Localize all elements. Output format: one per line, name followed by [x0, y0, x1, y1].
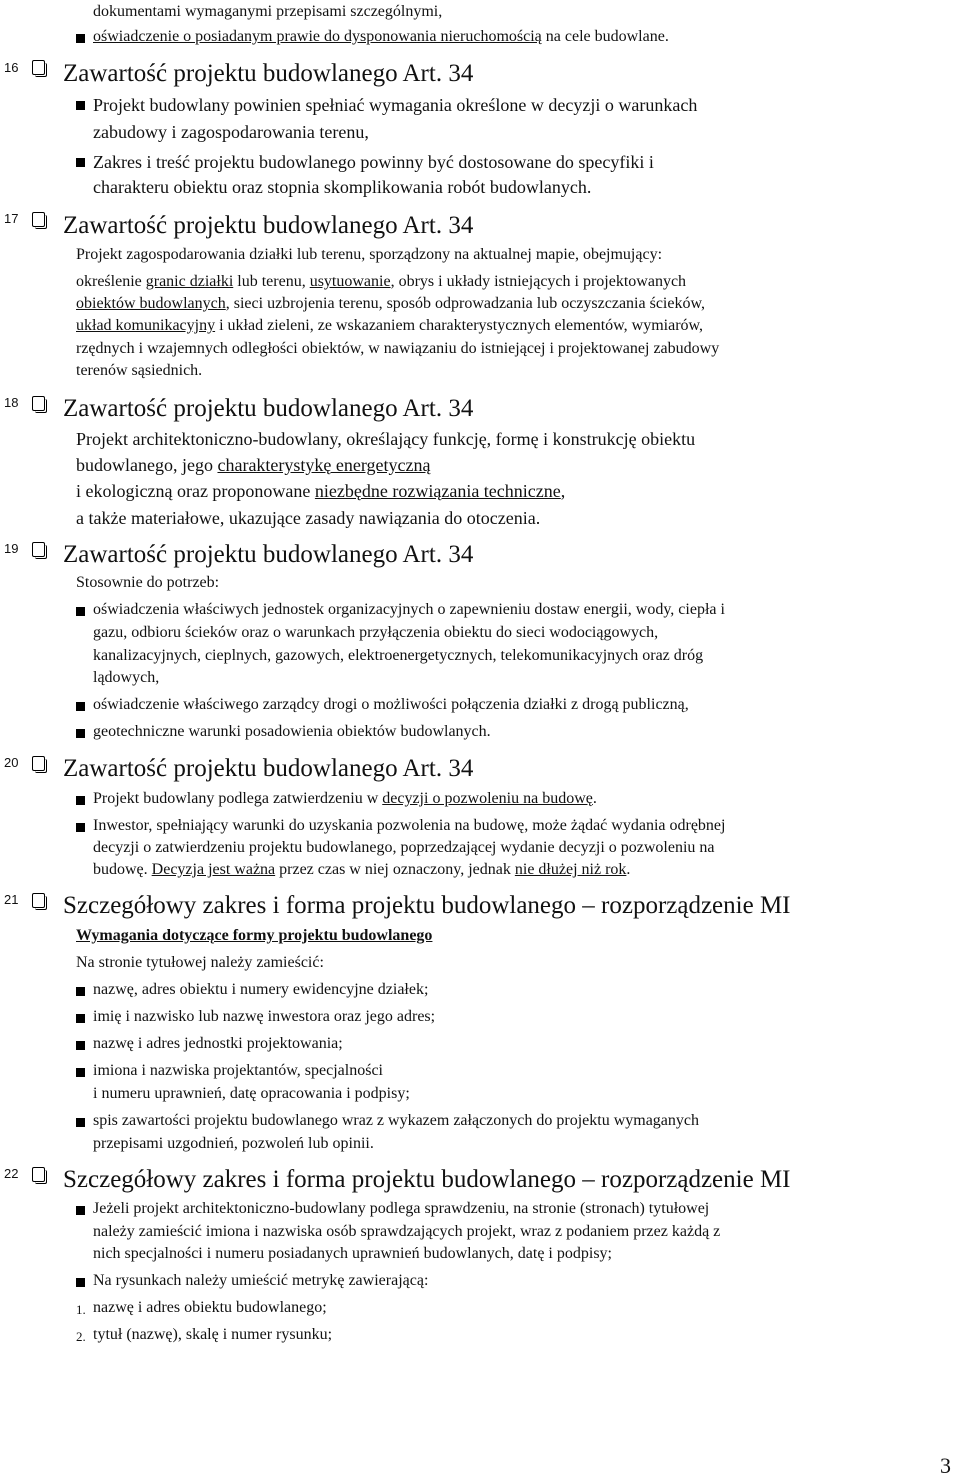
- s17-l3-rest: i układ zieleni, ze wskazaniem charakterystycznych elementów, wymiarów,: [215, 317, 704, 334]
- bullet-icon: [76, 1014, 85, 1023]
- s21-b4-l1: imiona i nazwiska projektantów, specjalności: [93, 1062, 383, 1079]
- s20-b2-l3-b: przez czas w niej oznaczony, jednak: [275, 861, 515, 878]
- s16-b1-l2: zabudowy i zagospodarowania terenu,: [93, 122, 369, 142]
- s20-b1: [93, 791, 597, 807]
- slide-number-20: 20: [4, 755, 19, 770]
- s17-l1-u1: granic działki: [145, 273, 234, 290]
- s21-b3: nazwę i adres jednostki projektowania;: [93, 1035, 343, 1052]
- section-16-title: Zawartość projektu budowlanego Art. 34: [63, 60, 474, 87]
- s21-b1: nazwę, adres obiektu i numery ewidencyjne działek;: [93, 981, 429, 998]
- top-b2-rest: na cele budowlane.: [541, 28, 669, 45]
- s18-l3-b: ,: [560, 481, 566, 501]
- bullet-icon: [76, 34, 85, 43]
- bullet-icon: [76, 729, 85, 738]
- s17-l2-rest: , sieci uzbrojenia terenu, sposób odprowadzania lub oczyszczania ścieków,: [225, 295, 705, 312]
- s18-l3-u: niezbędne rozwiązania techniczne: [314, 481, 561, 501]
- s18-l1: Projekt architektoniczno-budowlany, określający funkcję, formę i konstrukcję obiektu: [76, 429, 696, 449]
- s19-b2: oświadczenie właściwego zarządcy drogi o możliwości połączenia działki z drogą publiczną,: [93, 696, 689, 713]
- s22-b1-l1: Jeżeli projekt architektoniczno-budowlany podlega sprawdzeniu, na stronie (stronach) tytułowej: [93, 1200, 710, 1217]
- s19-b1-l4: lądowych,: [93, 669, 160, 686]
- checkbox-icon: [35, 1170, 47, 1184]
- bullet-icon: [76, 607, 85, 616]
- s18-l4: a także materiałowe, ukazujące zasady nawiązania do otoczenia.: [76, 508, 541, 528]
- slide-number-17: 17: [4, 211, 19, 226]
- s22-ol-num-2: 2.: [76, 1329, 86, 1344]
- s22-b2: Na rysunkach należy umieścić metrykę zawierającą:: [93, 1272, 429, 1289]
- slide-number-21: 21: [4, 892, 19, 907]
- s17-l3: [76, 318, 703, 334]
- slide-number-19: 19: [4, 541, 19, 556]
- section-19-title: Zawartość projektu budowlanego Art. 34: [63, 541, 474, 568]
- s20-b2-l3-u2: nie dłużej niż rok: [514, 861, 627, 878]
- s22-ol-item-2: tytuł (nazwę), skalę i numer rysunku;: [93, 1326, 333, 1343]
- s19-b3: geotechniczne warunki posadowienia obiektów budowlanych.: [93, 723, 491, 740]
- top-bullet-2: [93, 29, 669, 45]
- s18-l3: [76, 482, 565, 500]
- bullet-icon: [76, 101, 85, 110]
- bullet-icon: [76, 1278, 85, 1287]
- s20-b2-l2: decyzji o zatwierdzeniu projektu budowlanego, poprzedzającej wydanie decyzji o pozwoleniu na: [93, 839, 715, 856]
- section-22-title: Szczegółowy zakres i forma projektu budowlanego – rozporządzenie MI: [63, 1166, 791, 1193]
- checkbox-icon: [35, 545, 47, 559]
- section-18-title: Zawartość projektu budowlanego Art. 34: [63, 395, 474, 422]
- bullet-icon: [76, 1118, 85, 1127]
- s19-b1-l3: kanalizacyjnych, cieplnych, gazowych, elektroenergetycznych, telekomunikacyjnych oraz dróg: [93, 647, 704, 664]
- s17-l2-u: obiektów budowlanych: [76, 295, 226, 312]
- s17-l1: [76, 274, 686, 290]
- s17-l3-u: układ komunikacyjny: [76, 317, 216, 334]
- s21-b2: imię i nazwisko lub nazwę inwestora oraz jego adres;: [93, 1008, 436, 1025]
- top-b2-underlined: oświadczenie o posiadanym prawie do dysponowania nieruchomością: [93, 28, 542, 45]
- s20-b2-l3-c: .: [626, 861, 631, 878]
- section-20-title: Zawartość projektu budowlanego Art. 34: [63, 755, 474, 782]
- s20-b2-l3-a: budowę.: [93, 861, 152, 878]
- s20-b1-b: .: [592, 790, 597, 807]
- slide-number-18: 18: [4, 395, 19, 410]
- s19-b1-l1: oświadczenia właściwych jednostek organizacyjnych o zapewnieniu dostaw energii, wody, ciepła i: [93, 601, 725, 618]
- s21-b5-l1: spis zawartości projektu budowlanego wraz z wykazem załączonych do projektu wymaganych: [93, 1112, 699, 1129]
- section-17-title: Zawartość projektu budowlanego Art. 34: [63, 212, 474, 239]
- s21-b5-l2: przepisami uzgodnień, pozwoleń lub opinii.: [93, 1135, 374, 1152]
- bullet-icon: [76, 823, 85, 832]
- s22-ol-item-1: nazwę i adres obiektu budowlanego;: [93, 1299, 327, 1316]
- s18-l2: [76, 456, 431, 474]
- s16-b2-l2: charakteru obiektu oraz stopnia skomplikowania robót budowlanych.: [93, 177, 592, 197]
- s17-l1-u2: usytuowanie: [309, 273, 391, 290]
- s21-b4-l2: i numeru uprawnień, datę opracowania i podpisy;: [93, 1085, 410, 1102]
- s17-l4: rzędnych i wzajemnych odległości obiektów, w nawiązaniu do istniejącej i projektowanej zabudowy: [76, 340, 720, 357]
- s17-l1-a: określenie: [76, 273, 146, 290]
- s17-l1-b: lub terenu,: [233, 273, 310, 290]
- bullet-icon: [76, 987, 85, 996]
- s20-b1-a: Projekt budowlany podlega zatwierdzeniu w: [93, 790, 383, 807]
- checkbox-icon: [35, 63, 47, 77]
- checkbox-icon: [35, 759, 47, 773]
- checkbox-icon: [35, 215, 47, 229]
- checkbox-icon: [35, 896, 47, 910]
- s19-intro: Stosownie do potrzeb:: [76, 574, 220, 591]
- s21-subhead: Wymagania dotyczące formy projektu budowlanego: [76, 927, 433, 944]
- bullet-icon: [76, 1206, 85, 1215]
- s22-b1-l3: nich specjalności i numeru posiadanych uprawnień budowlanych, datę i podpisy;: [93, 1245, 612, 1262]
- bullet-icon: [76, 702, 85, 711]
- bullet-icon: [76, 158, 85, 167]
- checkbox-icon: [35, 399, 47, 413]
- s18-l2-a: budowlanego, jego: [76, 455, 218, 475]
- s20-b1-u: decyzji o pozwoleniu na budowę: [382, 790, 593, 807]
- s16-b2-l1: Zakres i treść projektu budowlanego powinny być dostosowane do specyfiki i: [93, 152, 654, 172]
- top-line-1: dokumentami wymaganymi przepisami szczególnymi,: [93, 3, 443, 20]
- s17-l1-c: , obrys i układy istniejących i projektowanych: [390, 273, 687, 290]
- section-21-title: Szczegółowy zakres i forma projektu budowlanego – rozporządzenie MI: [63, 892, 791, 919]
- bullet-icon: [76, 1041, 85, 1050]
- slide-number-16: 16: [4, 60, 19, 75]
- s18-l3-a: i ekologiczną oraz proponowane: [76, 481, 315, 501]
- s17-l2: [76, 296, 705, 312]
- s20-b2-l3-u1: Decyzja jest ważna: [151, 861, 276, 878]
- s16-b1-l1: Projekt budowlany powinien spełniać wymagania określone w decyzji o warunkach: [93, 95, 698, 115]
- s17-l5: terenów sąsiednich.: [76, 362, 203, 379]
- s18-l2-u: charakterystykę energetyczną: [217, 455, 431, 475]
- bullet-icon: [76, 796, 85, 805]
- s22-ol-num-1: 1.: [76, 1302, 86, 1317]
- slide-number-22: 22: [4, 1166, 19, 1181]
- s22-b1-l2: należy zamieścić imiona i nazwiska osób sprawdzających projekt, wraz z podaniem przez każdą z: [93, 1223, 721, 1240]
- s20-b2-l3: [93, 862, 630, 878]
- page-number: 3: [940, 1453, 951, 1478]
- s21-intro: Na stronie tytułowej należy zamieścić:: [76, 954, 324, 971]
- s17-intro: Projekt zagospodarowania działki lub terenu, sporządzony na aktualnej mapie, obejmujący:: [76, 246, 663, 263]
- s20-b2-l1: Inwestor, spełniający warunki do uzyskania pozwolenia na budowę, może żądać wydania odrębnej: [93, 817, 726, 834]
- s19-b1-l2: gazu, odbioru ścieków oraz o warunkach przyłączenia obiektu do sieci wodociągowych,: [93, 624, 659, 641]
- bullet-icon: [76, 1068, 85, 1077]
